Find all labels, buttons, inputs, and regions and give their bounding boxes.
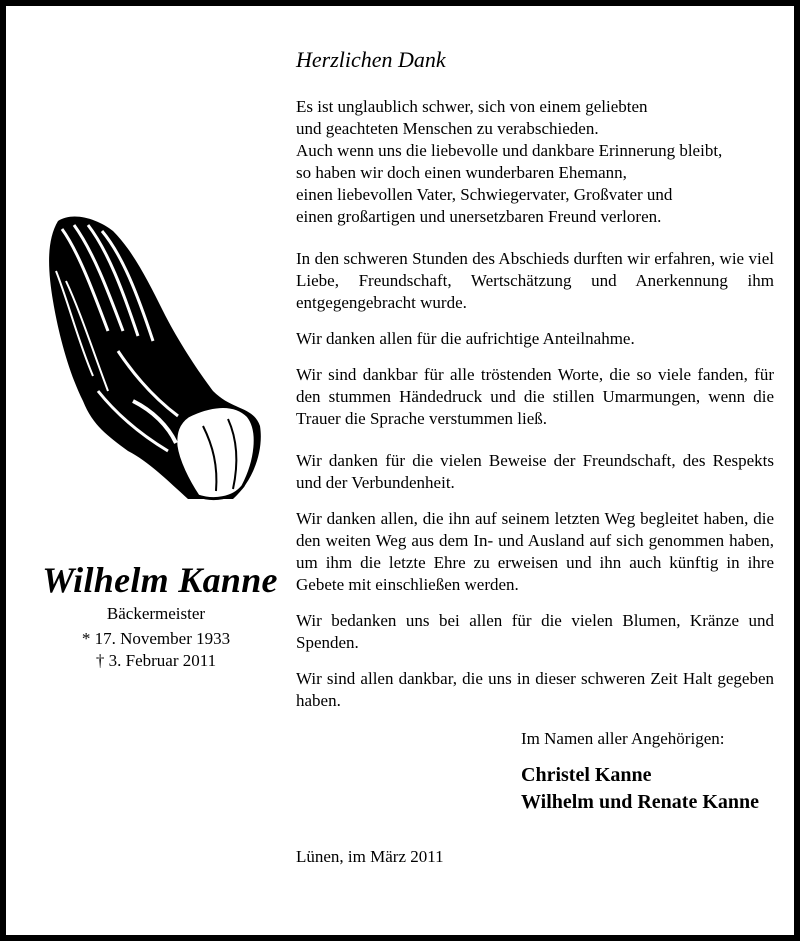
paragraph-7: Wir bedanken uns bei allen für die vielen Blumen, Kränze und Spenden. <box>296 611 774 652</box>
paragraph-line: und geachteten Menschen zu verabschieden. <box>296 119 599 138</box>
paragraph-8: Wir sind allen dankbar, die uns in dieser schweren Zeit Halt gegeben haben. <box>296 669 774 710</box>
paragraph-5: Wir danken für die vielen Beweise der Freundschaft, des Respekts und der Verbundenheit. <box>296 451 774 492</box>
signoff <box>521 728 774 816</box>
paragraph-line: einen großartigen und unersetzbaren Freund verloren. <box>296 207 662 226</box>
deceased-profession: Bäckermeister <box>106 604 206 623</box>
left-column <box>26 211 286 670</box>
paragraph-line: so haben wir doch einen wunderbaren Ehemann, <box>296 163 627 182</box>
paragraph-line: Auch wenn uns die liebevolle und dankbare Erinnerung bleibt, <box>296 141 723 160</box>
place-date: Lünen, im März 2011 <box>296 847 444 866</box>
paragraph-4: Wir sind dankbar für alle tröstenden Worte, die so viele fanden, für den stummen Händedruck und die stillen Umarmungen, wenn die Trauer die Sprache verstummen ließ. <box>296 365 774 428</box>
praying-hands-icon <box>38 211 263 501</box>
paragraph-6: Wir danken allen, die ihn auf seinem letzten Weg begleitet haben, die den weiten Weg aus dem In- und Ausland auf sich genommen haben, um ihm die letzte Ehre zu erweisen und ihn auch künftig in ihre Gebete mit einschließen werden. <box>296 509 774 594</box>
signoff-intro: Im Namen aller Angehörigen: <box>521 729 725 748</box>
death-date: † 3. Februar 2011 <box>95 651 217 670</box>
paragraph-line: einen liebevollen Vater, Schwiegervater, Großvater und <box>296 185 673 204</box>
paragraph-1 <box>296 96 774 228</box>
paragraph-line: Es ist unglaublich schwer, sich von einem geliebten <box>296 97 648 116</box>
right-column <box>296 46 774 868</box>
signoff-name: Christel Kanne <box>521 764 652 786</box>
notice-heading: Herzlichen Dank <box>296 47 446 72</box>
paragraph-2: In den schweren Stunden des Abschieds durften wir erfahren, wie viel Liebe, Freundschaft, Wertschätzung und Anerkennung ihm entgegengebracht wurde. <box>296 249 774 312</box>
paragraph-3: Wir danken allen für die aufrichtige Anteilnahme. <box>296 329 635 348</box>
deceased-name: Wilhelm Kanne <box>42 560 278 600</box>
birth-date: * 17. November 1933 <box>81 629 231 648</box>
signoff-name: Wilhelm und Renate Kanne <box>521 791 759 813</box>
